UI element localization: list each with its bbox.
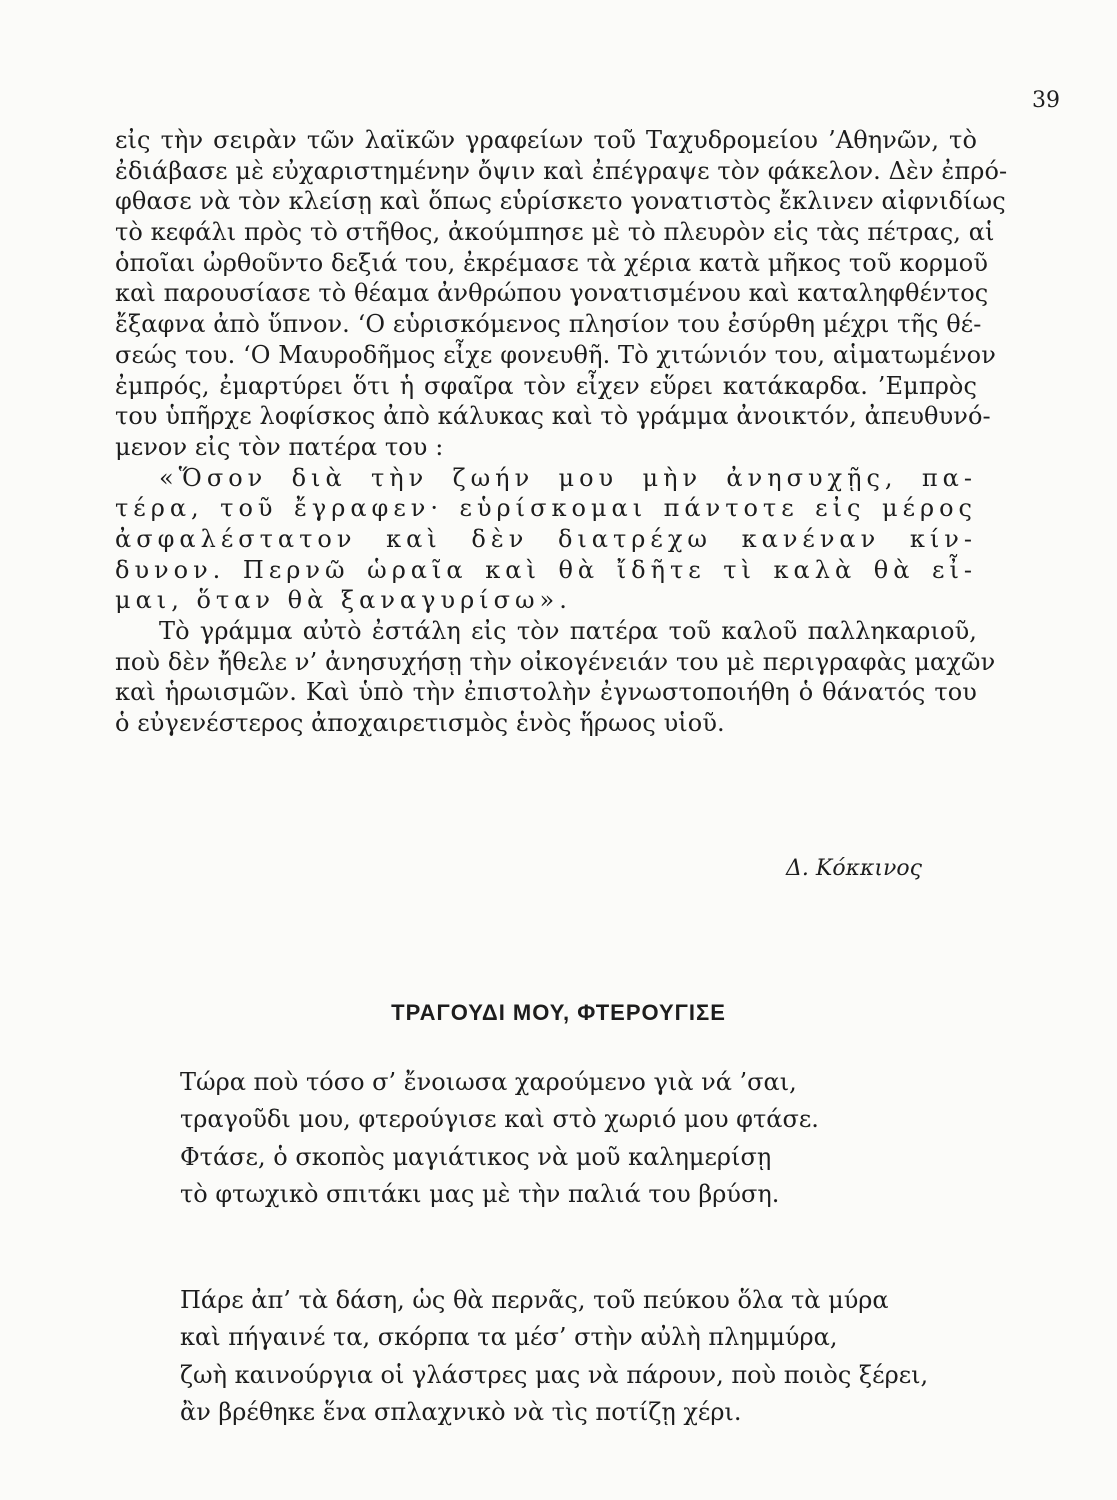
poem-verse: ζωὴ καινούργια οἱ γλάστρες μας νὰ πάρουν, ποὺ ποιὸς ξέρει,	[180, 1360, 929, 1389]
poem-verse: τραγοῦδι μου, φτερούγισε καὶ στὸ χωριό μου φτάσε.	[180, 1105, 819, 1134]
letter-line: τέρα, τοῦ ἔγραφεν· εὑρίσκομαι πάντοτε εἰς μέρος	[115, 494, 977, 523]
poem-verse: Τώρα ποὺ τόσο σ’ ἔνοιωσα χαρούμενο γιὰ νά ’σαι,	[180, 1068, 797, 1096]
prose-line: ἔξαφνα ἀπὸ ὕπνον. ‘Ο εὑρισκόμενος πλησίον του ἐσύρθη μέχρι τῆς θέ-	[115, 310, 982, 339]
poem-stanza-2	[180, 1282, 980, 1431]
prose-line: τὸ κεφάλι πρὸς τὸ στῆθος, ἀκούμπησε μὲ τὸ πλευρὸν εἰς τὰς πέτρας, αἱ	[115, 218, 995, 247]
closing-line: Τὸ γράμμα αὐτὸ ἐστάλη εἰς τὸν πατέρα τοῦ καλοῦ παλληκαριοῦ,	[159, 617, 977, 645]
author-signature: Δ. Κόκκινος	[786, 856, 922, 881]
poem-verse: τὸ φτωχικὸ σπιτάκι μας μὲ τὴν παλιά του βρύση.	[180, 1179, 780, 1208]
prose-line: σεώς του. ‘Ο Μαυροδῆμος εἶχε φονευθῆ. Τὸ χιτώνιόν του, αἱματωμένον	[115, 340, 996, 369]
poem-verse: ἂν βρέθηκε ἕνα σπλαχνικὸ νὰ τὶς ποτίζῃ χέρι.	[180, 1397, 742, 1426]
prose-line: ἐμπρός, ἐμαρτύρει ὅτι ἡ σφαῖρα τὸν εἶχεν εὕρει κατάκαρδα. ’Εμπρὸς	[115, 371, 977, 400]
letter-line: μαι, ὅταν θὰ ξαναγυρίσω».	[115, 586, 572, 615]
prose-line: του ὑπῆρχε λοφίσκος ἀπὸ κάλυκας καὶ τὸ γράμμα ἀνοικτόν, ἀπευθυνό-	[115, 402, 991, 431]
poem-title: ΤΡΑΓΟΥΔΙ ΜΟΥ, ΦΤΕΡΟΥΓΙΣΕ	[391, 1000, 726, 1025]
prose-line: ὁποῖαι ὠρθοῦντο δεξιά του, ἐκρέμασε τὰ χέρια κατὰ μῆκος τοῦ κορμοῦ	[115, 248, 989, 277]
poem-verse: Πάρε ἀπ’ τὰ δάση, ὡς θὰ περνᾶς, τοῦ πεύκου ὅλα τὰ μύρα	[180, 1286, 889, 1314]
prose-line: εἰς τὴν σειρὰν τῶν λαϊκῶν γραφείων τοῦ Ταχυδρομείου ’Αθηνῶν, τὸ	[115, 126, 977, 154]
letter-line: «Ὅσον διὰ τὴν ζωήν μου μὴν ἀνησυχῇς, πα-	[159, 463, 977, 492]
prose-body	[115, 125, 1008, 739]
closing-line: καὶ ἡρωισμῶν. Καὶ ὑπὸ τὴν ἐπιστολὴν ἐγνωστοποιήθη ὁ θάνατός του	[115, 678, 977, 707]
letter-line: ἀσφαλέστατον καὶ δὲν διατρέχω κανέναν κίν-	[115, 524, 977, 553]
poem-verse: Φτάσε, ὁ σκοπὸς μαγιάτικος νὰ μοῦ καλημερίσῃ	[180, 1142, 772, 1171]
letter-line: δυνον. Περνῶ ὡραῖα καὶ θὰ ἴδῆτε τὶ καλὰ θὰ εἶ-	[115, 555, 977, 584]
closing-line: ποὺ δὲν ἤθελε ν’ ἀνησυχήσῃ τὴν οἰκογένειάν του μὲ περιγραφὰς μαχῶν	[115, 647, 996, 676]
prose-line: ἐδιάβασε μὲ εὐχαριστημένην ὄψιν καὶ ἐπέγραψε τὸν φάκελον. Δὲν ἐπρό-	[115, 156, 1008, 185]
poem-stanza-1	[180, 1064, 980, 1213]
closing-line: ὁ εὐγενέστερος ἀποχαιρετισμὸς ἑνὸς ἥρωος υἱοῦ.	[115, 709, 725, 738]
prose-line: καὶ παρουσίασε τὸ θέαμα ἀνθρώπου γονατισμένου καὶ καταληφθέντος	[115, 279, 989, 308]
page-number: 39	[1032, 88, 1060, 113]
prose-line: μενον εἰς τὸν πατέρα του :	[115, 432, 444, 461]
poem-verse: καὶ πήγαινέ τα, σκόρπα τα μέσ’ στὴν αὐλὴ πλημμύρα,	[180, 1323, 838, 1352]
prose-line: φθασε νὰ τὸν κλείσῃ καὶ ὅπως εὑρίσκετο γονατιστὸς ἔκλινεν αἰφνιδίως	[115, 187, 1006, 216]
